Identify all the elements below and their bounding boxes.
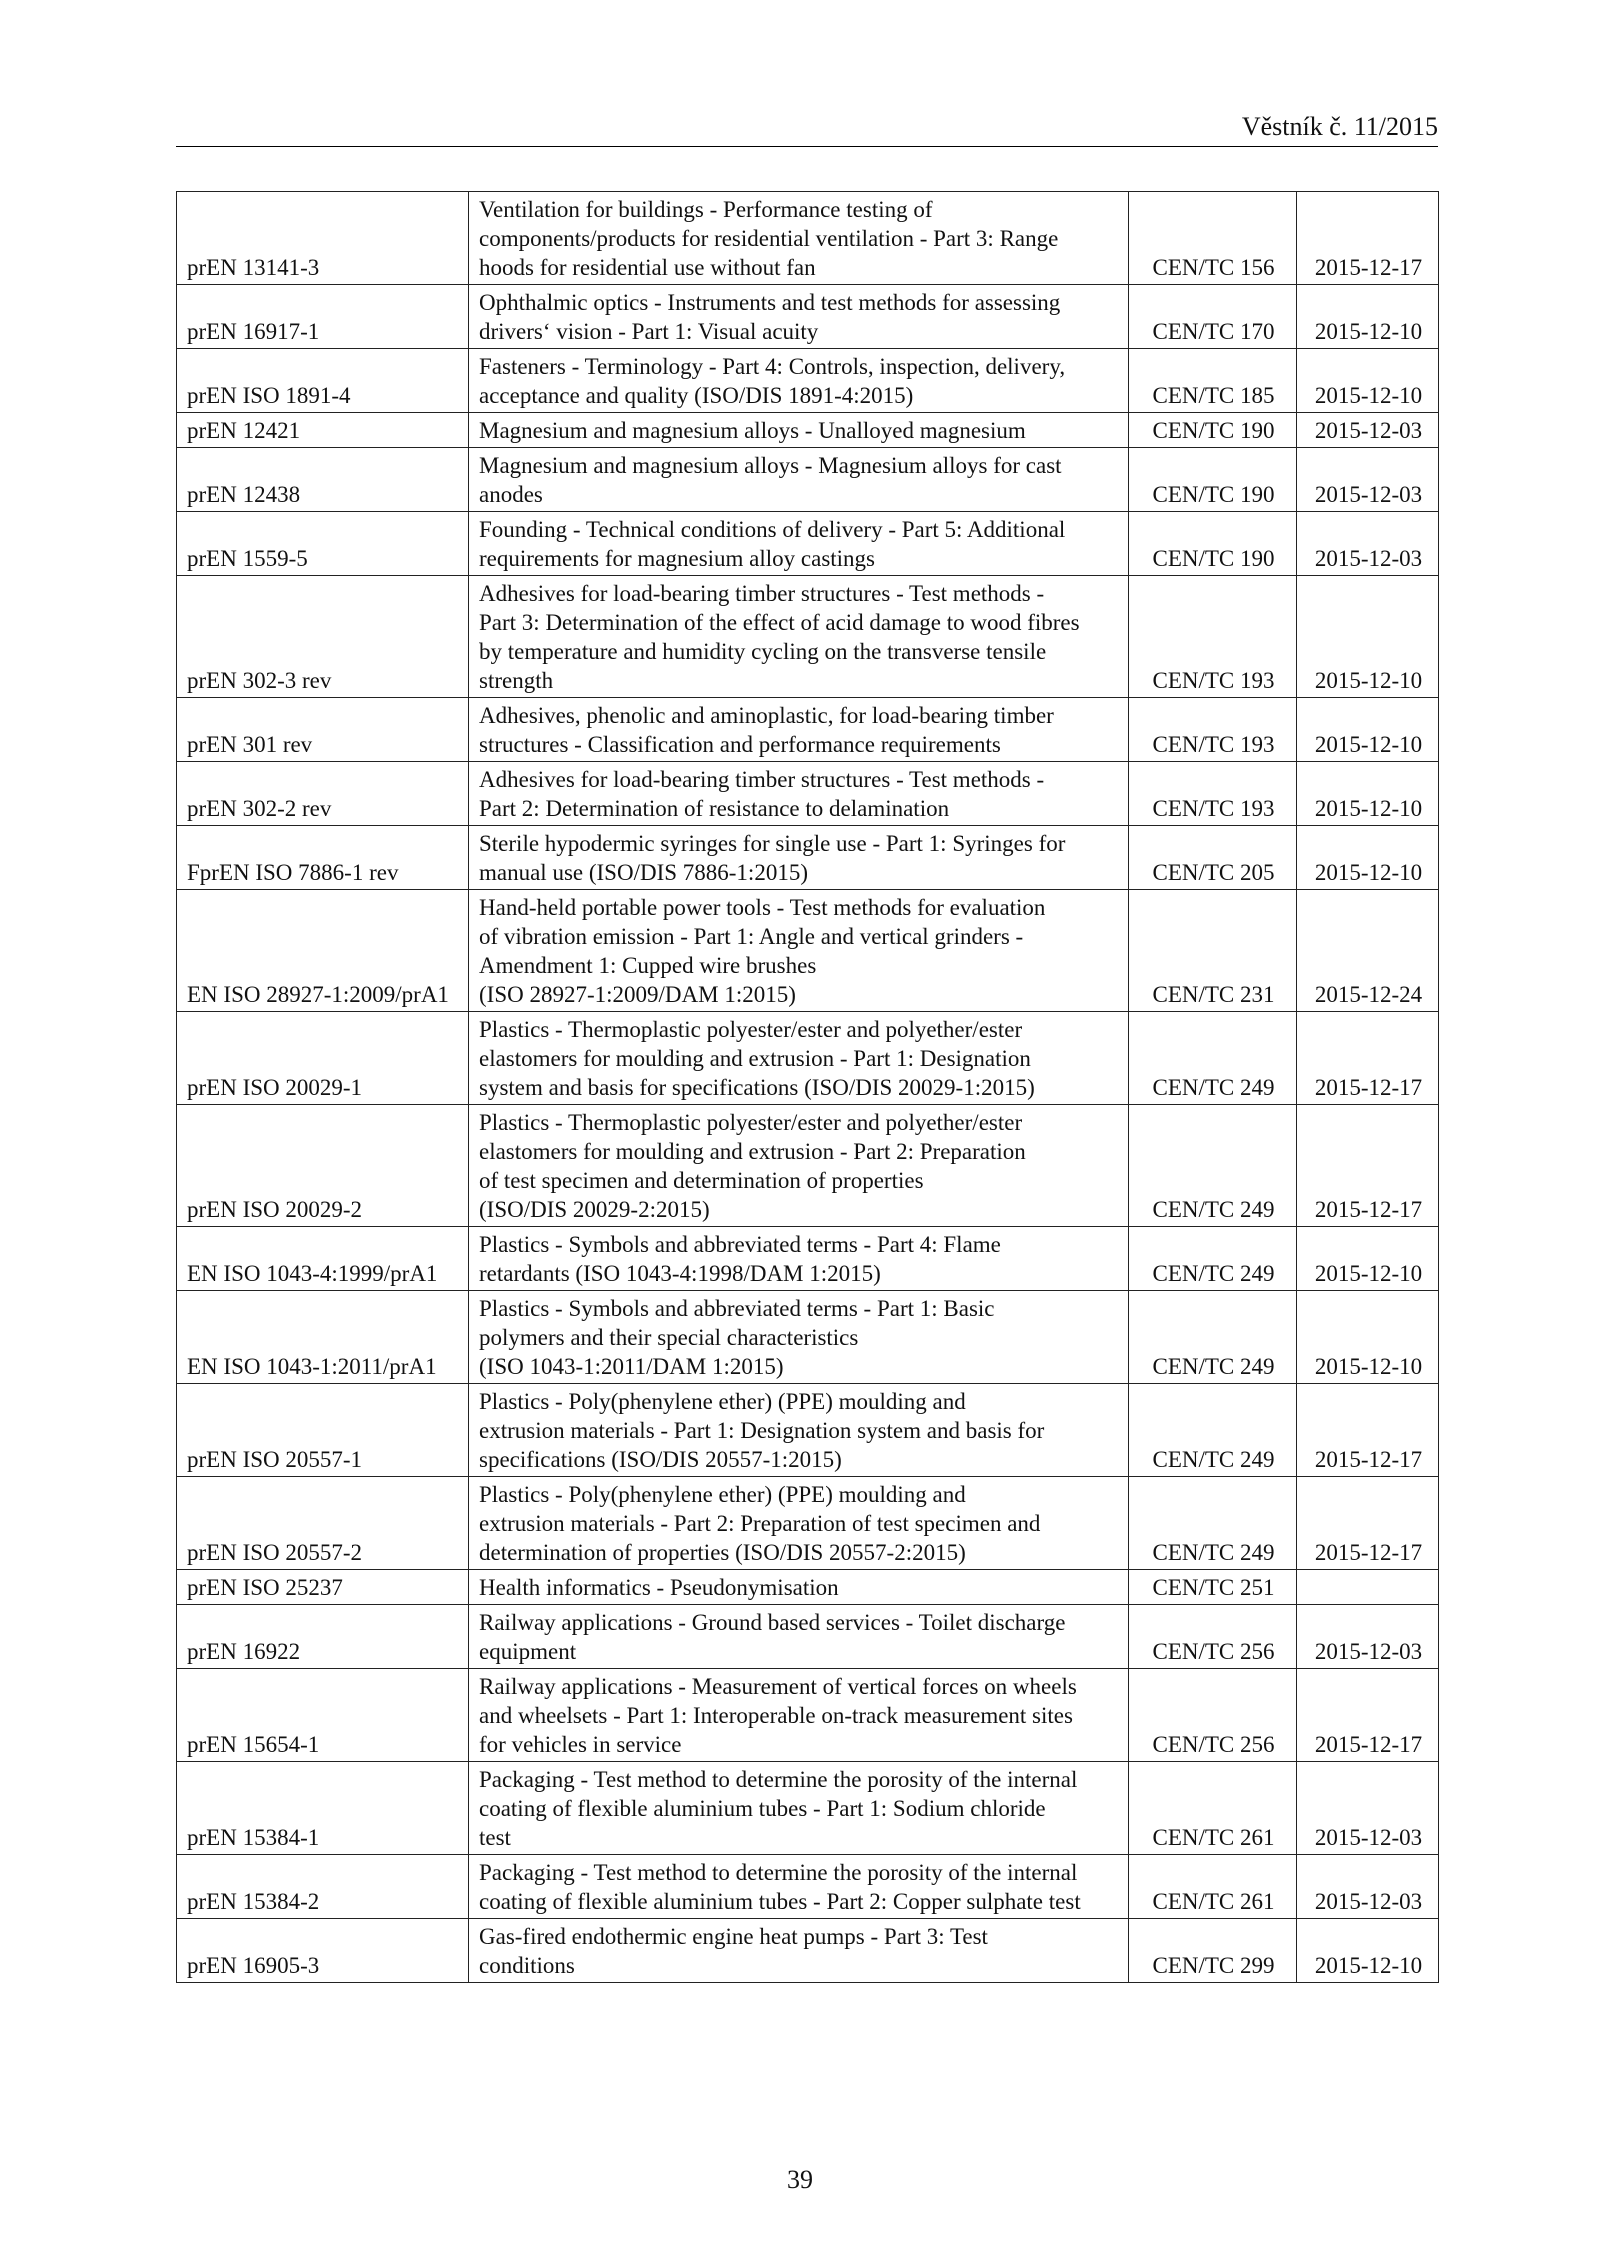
title-line: Plastics - Poly(phenylene ether) (PPE) moulding and	[479, 1389, 966, 1414]
title-line: Sterile hypodermic syringes for single use - Part 1: Syringes for	[479, 831, 1066, 856]
title-line: acceptance and quality (ISO/DIS 1891-4:2015)	[479, 383, 914, 408]
standard-title	[469, 349, 1129, 413]
standard-title	[469, 1105, 1129, 1227]
standards-table-body	[177, 192, 1439, 1983]
title-line: Adhesives for load-bearing timber structures - Test methods -	[479, 581, 1045, 606]
table-row	[177, 1384, 1439, 1477]
standard-title	[469, 890, 1129, 1012]
technical-committee: CEN/TC 256	[1129, 1605, 1297, 1669]
standard-title	[469, 762, 1129, 826]
title-line: Railway applications - Ground based services - Toilet discharge	[479, 1610, 1066, 1635]
standard-title	[469, 1477, 1129, 1570]
title-line: and wheelsets - Part 1: Interoperable on-track measurement sites	[479, 1703, 1073, 1728]
deadline-date: 2015-12-10	[1297, 285, 1439, 349]
title-line: Part 2: Determination of resistance to delamination	[479, 796, 950, 821]
deadline-date	[1297, 1570, 1439, 1605]
technical-committee: CEN/TC 193	[1129, 762, 1297, 826]
table-row	[177, 413, 1439, 448]
table-row	[177, 762, 1439, 826]
standard-title	[469, 1605, 1129, 1669]
title-line: Plastics - Thermoplastic polyester/ester and polyether/ester	[479, 1110, 1023, 1135]
technical-committee: CEN/TC 249	[1129, 1105, 1297, 1227]
title-line: Part 3: Determination of the effect of acid damage to wood fibres	[479, 610, 1080, 635]
title-line: drivers‘ vision - Part 1: Visual acuity	[479, 319, 819, 344]
technical-committee: CEN/TC 193	[1129, 576, 1297, 698]
deadline-date: 2015-12-03	[1297, 448, 1439, 512]
title-line: conditions	[479, 1953, 575, 1978]
title-line: structures - Classification and performance requirements	[479, 732, 1001, 757]
title-line: Packaging - Test method to determine the porosity of the internal	[479, 1767, 1078, 1792]
table-row	[177, 1919, 1439, 1983]
title-line: Ophthalmic optics - Instruments and test methods for assessing	[479, 290, 1061, 315]
deadline-date: 2015-12-10	[1297, 762, 1439, 826]
standard-title	[469, 285, 1129, 349]
standard-title	[469, 448, 1129, 512]
technical-committee: CEN/TC 299	[1129, 1919, 1297, 1983]
table-row	[177, 1605, 1439, 1669]
table-row	[177, 1291, 1439, 1384]
title-line: (ISO 1043-1:2011/DAM 1:2015)	[479, 1354, 784, 1379]
technical-committee: CEN/TC 261	[1129, 1762, 1297, 1855]
deadline-date: 2015-12-17	[1297, 1384, 1439, 1477]
journal-title: Věstník č. 11/2015	[1241, 112, 1438, 141]
technical-committee: CEN/TC 190	[1129, 512, 1297, 576]
standard-title	[469, 1762, 1129, 1855]
title-line: Magnesium and magnesium alloys - Unalloyed magnesium	[479, 418, 1026, 443]
title-line: Fasteners - Terminology - Part 4: Controls, inspection, delivery,	[479, 354, 1066, 379]
technical-committee: CEN/TC 193	[1129, 698, 1297, 762]
title-line: equipment	[479, 1639, 577, 1664]
title-line: coating of flexible aluminium tubes - Part 2: Copper sulphate test	[479, 1889, 1081, 1914]
standard-code: prEN 16917-1	[177, 285, 469, 349]
standard-code: prEN ISO 1891-4	[177, 349, 469, 413]
table-row	[177, 512, 1439, 576]
title-line: Ventilation for buildings - Performance testing of	[479, 197, 933, 222]
title-line: determination of properties (ISO/DIS 20557-2:2015)	[479, 1540, 966, 1565]
title-line: elastomers for moulding and extrusion - Part 2: Preparation	[479, 1139, 1026, 1164]
standard-code: prEN 12438	[177, 448, 469, 512]
technical-committee: CEN/TC 190	[1129, 448, 1297, 512]
technical-committee: CEN/TC 190	[1129, 413, 1297, 448]
standard-title	[469, 698, 1129, 762]
title-line: retardants (ISO 1043-4:1998/DAM 1:2015)	[479, 1261, 881, 1286]
deadline-date: 2015-12-10	[1297, 576, 1439, 698]
technical-committee: CEN/TC 249	[1129, 1384, 1297, 1477]
deadline-date: 2015-12-10	[1297, 1227, 1439, 1291]
table-row	[177, 192, 1439, 285]
deadline-date: 2015-12-03	[1297, 1605, 1439, 1669]
table-row	[177, 890, 1439, 1012]
technical-committee: CEN/TC 231	[1129, 890, 1297, 1012]
table-row	[177, 1105, 1439, 1227]
title-line: Health informatics - Pseudonymisation	[479, 1575, 839, 1600]
title-line: Founding - Technical conditions of delivery - Part 5: Additional	[479, 517, 1066, 542]
technical-committee: CEN/TC 156	[1129, 192, 1297, 285]
title-line: components/products for residential ventilation - Part 3: Range	[479, 226, 1059, 251]
deadline-date: 2015-12-03	[1297, 413, 1439, 448]
standard-title	[469, 1919, 1129, 1983]
standard-code: prEN ISO 20029-2	[177, 1105, 469, 1227]
standards-table	[176, 191, 1439, 1983]
standard-code: EN ISO 1043-4:1999/prA1	[177, 1227, 469, 1291]
standard-title	[469, 1227, 1129, 1291]
title-line: by temperature and humidity cycling on the transverse tensile	[479, 639, 1047, 664]
standard-code: EN ISO 28927-1:2009/prA1	[177, 890, 469, 1012]
technical-committee: CEN/TC 261	[1129, 1855, 1297, 1919]
technical-committee: CEN/TC 249	[1129, 1227, 1297, 1291]
standard-code: prEN ISO 20557-1	[177, 1384, 469, 1477]
standard-code: prEN 1559-5	[177, 512, 469, 576]
technical-committee: CEN/TC 170	[1129, 285, 1297, 349]
table-row	[177, 1855, 1439, 1919]
table-row	[177, 1669, 1439, 1762]
table-row	[177, 1570, 1439, 1605]
standard-code: EN ISO 1043-1:2011/prA1	[177, 1291, 469, 1384]
title-line: Magnesium and magnesium alloys - Magnesium alloys for cast	[479, 453, 1062, 478]
table-row	[177, 1477, 1439, 1570]
technical-committee: CEN/TC 185	[1129, 349, 1297, 413]
standard-title	[469, 1012, 1129, 1105]
deadline-date: 2015-12-17	[1297, 1105, 1439, 1227]
title-line: anodes	[479, 482, 543, 507]
deadline-date: 2015-12-10	[1297, 1919, 1439, 1983]
title-line: Plastics - Symbols and abbreviated terms - Part 1: Basic	[479, 1296, 995, 1321]
title-line: Gas-fired endothermic engine heat pumps - Part 3: Test	[479, 1924, 988, 1949]
title-line: strength	[479, 668, 554, 693]
title-line: requirements for magnesium alloy castings	[479, 546, 876, 571]
title-line: coating of flexible aluminium tubes - Part 1: Sodium chloride	[479, 1796, 1046, 1821]
title-line: Packaging - Test method to determine the porosity of the internal	[479, 1860, 1078, 1885]
standard-title	[469, 1384, 1129, 1477]
title-line: Adhesives for load-bearing timber structures - Test methods -	[479, 767, 1045, 792]
standard-code: prEN 15654-1	[177, 1669, 469, 1762]
deadline-date: 2015-12-03	[1297, 1762, 1439, 1855]
page-header	[176, 110, 1438, 147]
title-line: polymers and their special characteristics	[479, 1325, 859, 1350]
deadline-date: 2015-12-17	[1297, 1477, 1439, 1570]
page-number: 39	[787, 2165, 813, 2194]
title-line: of vibration emission - Part 1: Angle and vertical grinders -	[479, 924, 1024, 949]
standard-code: prEN 302-2 rev	[177, 762, 469, 826]
standard-code: prEN ISO 25237	[177, 1570, 469, 1605]
title-line: (ISO 28927-1:2009/DAM 1:2015)	[479, 982, 796, 1007]
title-line: Plastics - Thermoplastic polyester/ester and polyether/ester	[479, 1017, 1023, 1042]
standard-code: prEN 16905-3	[177, 1919, 469, 1983]
technical-committee: CEN/TC 251	[1129, 1570, 1297, 1605]
title-line: Amendment 1: Cupped wire brushes	[479, 953, 817, 978]
standard-title	[469, 192, 1129, 285]
deadline-date: 2015-12-10	[1297, 698, 1439, 762]
standard-code: FprEN ISO 7886-1 rev	[177, 826, 469, 890]
title-line: hoods for residential use without fan	[479, 255, 816, 280]
standard-code: prEN 301 rev	[177, 698, 469, 762]
table-row	[177, 826, 1439, 890]
title-line: system and basis for specifications (ISO/DIS 20029-1:2015)	[479, 1075, 1035, 1100]
standard-title	[469, 826, 1129, 890]
title-line: Adhesives, phenolic and aminoplastic, for load-bearing timber	[479, 703, 1054, 728]
standard-title	[469, 413, 1129, 448]
standard-code: prEN ISO 20029-1	[177, 1012, 469, 1105]
title-line: (ISO/DIS 20029-2:2015)	[479, 1197, 710, 1222]
standard-title	[469, 1669, 1129, 1762]
title-line: of test specimen and determination of properties	[479, 1168, 924, 1193]
deadline-date: 2015-12-10	[1297, 826, 1439, 890]
deadline-date: 2015-12-17	[1297, 1669, 1439, 1762]
deadline-date: 2015-12-10	[1297, 1291, 1439, 1384]
standard-code: prEN 13141-3	[177, 192, 469, 285]
title-line: Hand-held portable power tools - Test methods for evaluation	[479, 895, 1046, 920]
title-line: for vehicles in service	[479, 1732, 682, 1757]
table-row	[177, 576, 1439, 698]
standard-title	[469, 512, 1129, 576]
technical-committee: CEN/TC 249	[1129, 1477, 1297, 1570]
standard-code: prEN ISO 20557-2	[177, 1477, 469, 1570]
deadline-date: 2015-12-17	[1297, 1012, 1439, 1105]
deadline-date: 2015-12-03	[1297, 512, 1439, 576]
table-row	[177, 1012, 1439, 1105]
deadline-date: 2015-12-17	[1297, 192, 1439, 285]
technical-committee: CEN/TC 249	[1129, 1012, 1297, 1105]
title-line: Railway applications - Measurement of vertical forces on wheels	[479, 1674, 1077, 1699]
title-line: elastomers for moulding and extrusion - Part 1: Designation	[479, 1046, 1031, 1071]
technical-committee: CEN/TC 249	[1129, 1291, 1297, 1384]
title-line: Plastics - Poly(phenylene ether) (PPE) moulding and	[479, 1482, 966, 1507]
title-line: extrusion materials - Part 2: Preparation of test specimen and	[479, 1511, 1041, 1536]
table-row	[177, 1227, 1439, 1291]
standard-code: prEN 16922	[177, 1605, 469, 1669]
standard-title	[469, 1855, 1129, 1919]
title-line: Plastics - Symbols and abbreviated terms - Part 4: Flame	[479, 1232, 1001, 1257]
technical-committee: CEN/TC 256	[1129, 1669, 1297, 1762]
deadline-date: 2015-12-03	[1297, 1855, 1439, 1919]
standard-title	[469, 1291, 1129, 1384]
deadline-date: 2015-12-24	[1297, 890, 1439, 1012]
technical-committee: CEN/TC 205	[1129, 826, 1297, 890]
table-row	[177, 448, 1439, 512]
standard-code: prEN 12421	[177, 413, 469, 448]
standard-code: prEN 302-3 rev	[177, 576, 469, 698]
standard-code: prEN 15384-1	[177, 1762, 469, 1855]
table-row	[177, 698, 1439, 762]
title-line: specifications (ISO/DIS 20557-1:2015)	[479, 1447, 842, 1472]
table-row	[177, 1762, 1439, 1855]
title-line: extrusion materials - Part 1: Designation system and basis for	[479, 1418, 1045, 1443]
deadline-date: 2015-12-10	[1297, 349, 1439, 413]
table-row	[177, 349, 1439, 413]
title-line: test	[479, 1825, 511, 1850]
standard-title	[469, 1570, 1129, 1605]
title-line: manual use (ISO/DIS 7886-1:2015)	[479, 860, 808, 885]
table-row	[177, 285, 1439, 349]
standard-title	[469, 576, 1129, 698]
standard-code: prEN 15384-2	[177, 1855, 469, 1919]
